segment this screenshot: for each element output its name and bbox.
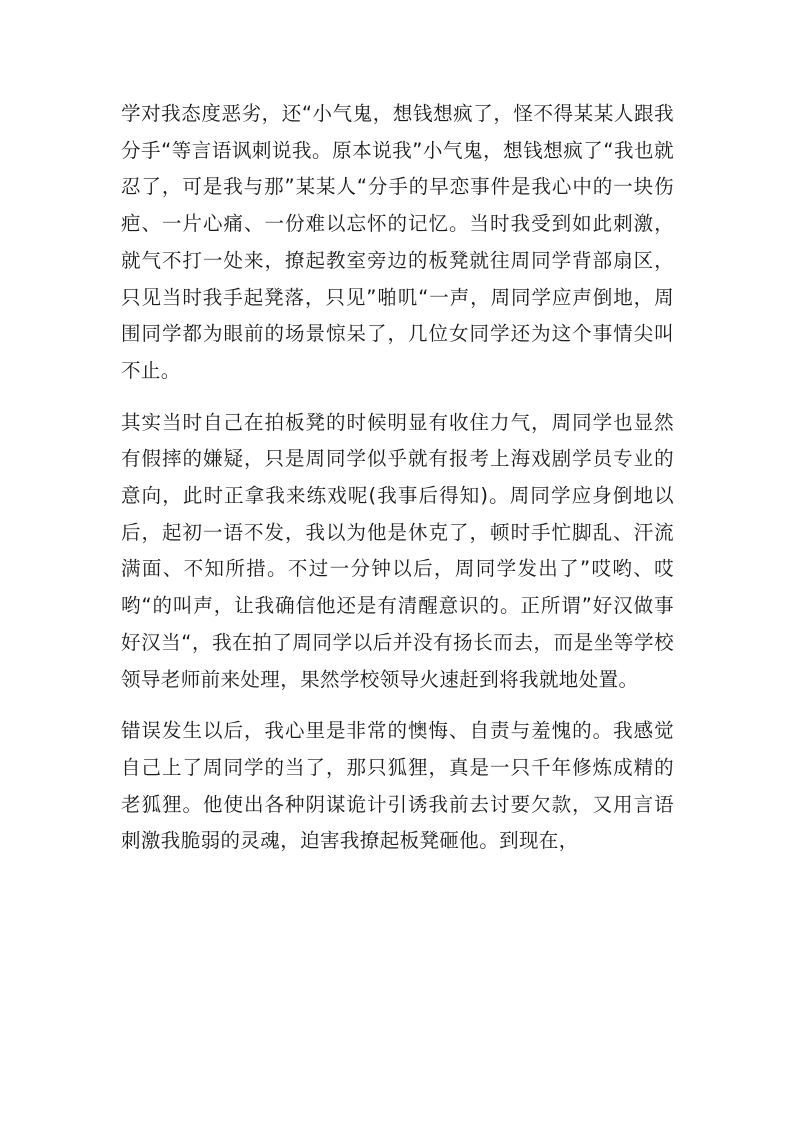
document-body	[121, 96, 674, 860]
paragraph-2: 其实当时自己在拍板凳的时候明显有收住力气，周同学也显然有假摔的嫌疑，只是周同学似乎就有报考上海戏剧学员专业的意向，此时正拿我来练戏呢(我事后得知)。周同学应身倒地以后，起初一语不发，我以为他是休克了，顿时手忙脚乱、汗流满面、不知所措。不过一分钟以后，周同学发出了”哎哟、哎哟“的叫声，让我确信他还是有清醒意识的。正所谓”好汉做事好汉当“，我在拍了周同学以后并没有扬长而去，而是坐等学校领导老师前来处理，果然学校领导火速赶到将我就地处置。	[121, 410, 674, 691]
paragraph-3: 错误发生以后，我心里是非常的懊悔、自责与羞愧的。我感觉自己上了周同学的当了，那只狐狸，真是一只千年修炼成精的老狐狸。他使出各种阴谋诡计引诱我前去讨要欠款，又用言语刺激我脆弱的灵魂，迫害我撩起板凳砸他。到现在，	[121, 719, 674, 853]
paragraph-1: 学对我态度恶劣，还“小气鬼，想钱想疯了，怪不得某某人跟我分手“等言语讽刺说我。原本说我”小气鬼，想钱想疯了“我也就忍了，可是我与那”某某人“分手的早恋事件是我心中的一块伤疤、一片心痛、一份难以忘怀的记忆。当时我受到如此刺激，就气不打一处来，撩起教室旁边的板凳就往周同学背部扇区，只见当时我手起凳落，只见”啪叽“一声，周同学应声倒地，周围同学都为眼前的场景惊呆了，几位女同学还为这个事情尖叫不止。	[121, 102, 674, 382]
